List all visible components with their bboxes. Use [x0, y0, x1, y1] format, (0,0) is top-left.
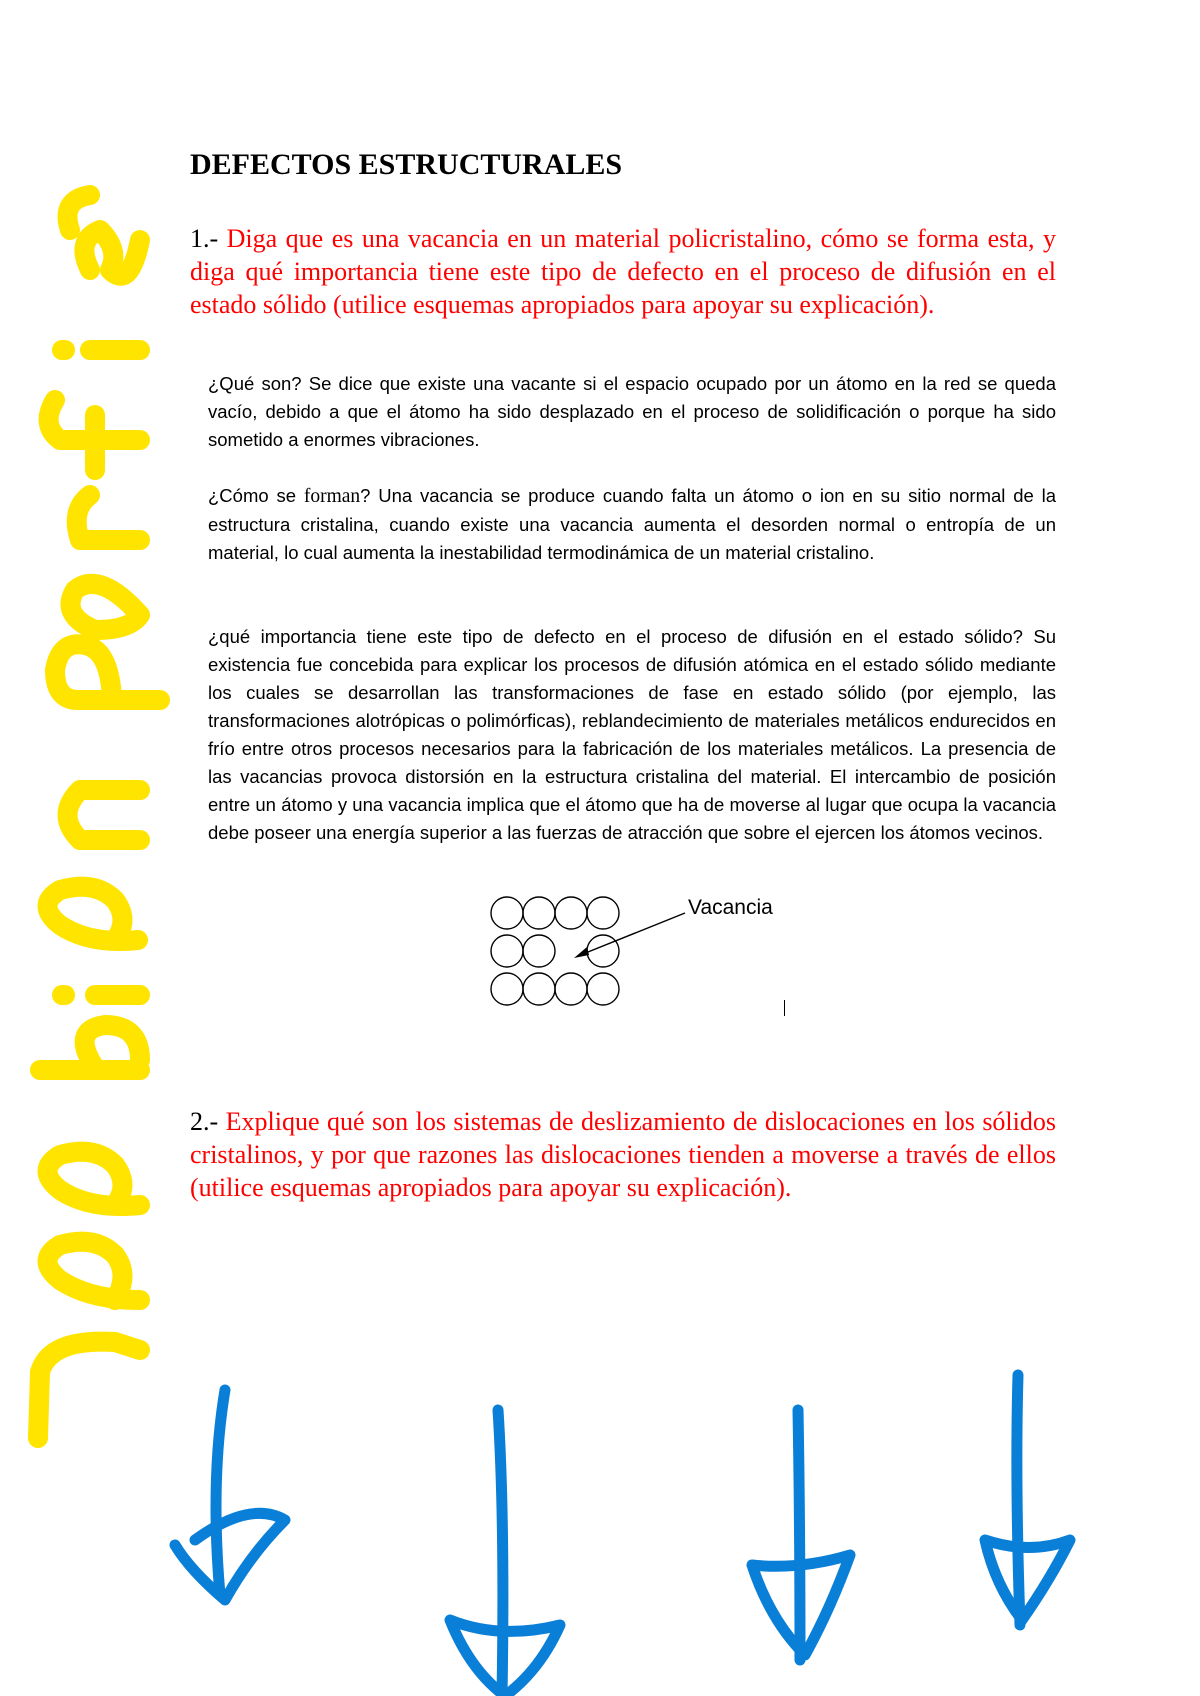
vacancy-pointer-arrowhead — [574, 947, 589, 958]
atom — [555, 897, 587, 929]
atom — [523, 897, 555, 929]
question-2 — [190, 1105, 1056, 1204]
vacancy-pointer-line — [578, 913, 685, 956]
answer-1-how-word: forman — [303, 486, 361, 507]
atom — [555, 973, 587, 1005]
answer-1-paragraph-how — [208, 482, 1056, 567]
down-arrow-icon — [985, 1375, 1070, 1625]
answer-1-how-prefix: ¿Cómo se — [208, 485, 304, 506]
atom — [587, 897, 619, 929]
down-arrow-icon — [752, 1410, 850, 1660]
answer-1-paragraph-importance: ¿qué importancia tiene este tipo de defecto en el proceso de difusión en el estado sólido? Su existencia fue concebida para explicar los procesos de difusión atómica en el estado sólido mediante los cuales se desarrollan las transformaciones de fase en estado sólido (por ejemplo, las transformaciones alotrópicas o polimórficas), reblandecimiento de materiales metálicos endurecidos en frío entre otros procesos necesarios para la fabricación de los materiales metálicos. La presencia de las vacancias provoca distorsión en la estructura cristalina del material. El intercambio de posición entre un átomo y una vacancia implica que el átomo que ha de moverse al lugar que ocupa la vacancia debe poseer una energía superior a las fuerzas de atracción que sobre el ejercen los átomos vecinos. — [208, 626, 1056, 843]
down-arrow-icon — [175, 1390, 285, 1600]
question-2-number: 2.- — [190, 1107, 219, 1136]
answer-1-paragraph-what: ¿Qué son? Se dice que existe una vacante si el espacio ocupado por un átomo en la red se queda vacío, debido a que el átomo ha sido desplazado en el proceso de solidificación o porque ha sido sometido a enormes vibraciones. — [208, 373, 1056, 450]
question-1-number: 1.- — [190, 224, 219, 253]
vacancy-label: Vacancia — [688, 896, 773, 919]
atom — [523, 935, 555, 967]
question-1-text: Diga que es una vacancia en un material policristalino, cómo se forma esta, y diga qué importancia tiene este tipo de defecto en el proceso de difusión en el estado sólido (utilice esquemas apropiados para apoyar su explicación). — [190, 224, 1056, 319]
atom — [491, 935, 523, 967]
page-title: DEFECTOS ESTRUCTURALES — [190, 148, 623, 181]
question-2-text: Explique qué son los sistemas de deslizamiento de dislocaciones en los sólidos cristalinos, y por que razones las dislocaciones tienden a moverse a través de ellos (utilice esquemas apropiados para apoyar su explicación). — [190, 1107, 1056, 1202]
answer-1-how-text: ? Una vacancia se produce cuando falta un átomo o ion en su sitio normal de la estructura cristalina, cuando existe una vacancia aumenta el desorden normal o entropía de un material, lo cual aumenta la inestabilidad termodinámica de un material cristalino. — [208, 485, 1057, 563]
question-1 — [190, 222, 1056, 321]
atom — [523, 973, 555, 1005]
atom — [587, 973, 619, 1005]
down-arrow-icon — [450, 1410, 560, 1696]
text-cursor-mark — [784, 1000, 785, 1016]
atom — [491, 973, 523, 1005]
atom — [491, 897, 523, 929]
